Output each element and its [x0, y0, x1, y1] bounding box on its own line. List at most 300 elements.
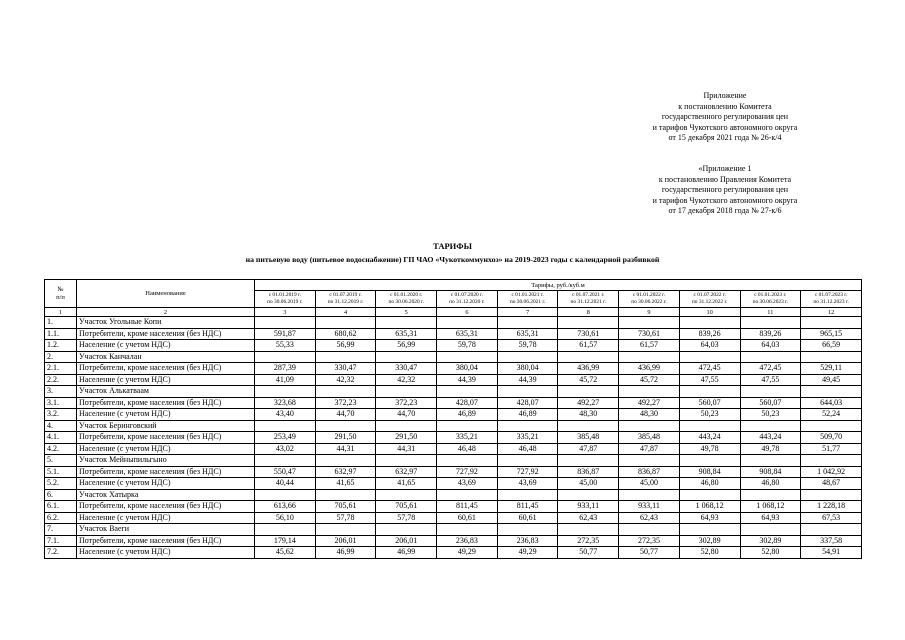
- section-row: [45, 489, 862, 501]
- tariff-value: 59,78: [497, 340, 558, 352]
- section-row: [45, 524, 862, 536]
- table-row: [45, 340, 862, 352]
- empty-cell: [437, 317, 498, 329]
- tariff-value: 335,21: [497, 432, 558, 444]
- row-number: 3.2.: [45, 409, 77, 421]
- empty-cell: [315, 386, 376, 398]
- tariff-value: 436,99: [558, 363, 619, 375]
- tariff-value: 55,33: [255, 340, 316, 352]
- empty-cell: [679, 317, 740, 329]
- tariff-value: 64,93: [740, 512, 801, 524]
- empty-cell: [497, 317, 558, 329]
- tariff-value: 56,10: [255, 512, 316, 524]
- empty-cell: [376, 420, 437, 432]
- empty-cell: [679, 351, 740, 363]
- empty-cell: [497, 420, 558, 432]
- tariff-value: 47,87: [558, 443, 619, 455]
- tariff-value: 287,39: [255, 363, 316, 375]
- tariff-value: 44,39: [437, 374, 498, 386]
- row-number: 1.1.: [45, 328, 77, 340]
- empty-cell: [801, 420, 862, 432]
- tariff-value: 67,53: [801, 512, 862, 524]
- column-number: 10: [679, 308, 740, 317]
- appendix-line: Приложение: [703, 91, 747, 100]
- column-number: 2: [77, 308, 255, 317]
- empty-cell: [558, 455, 619, 467]
- empty-cell: [255, 317, 316, 329]
- tariff-value: 45,72: [558, 374, 619, 386]
- row-number: 6.2.: [45, 512, 77, 524]
- period-cell: [801, 291, 862, 308]
- empty-cell: [801, 351, 862, 363]
- tariff-value: 472,45: [740, 363, 801, 375]
- tariff-value: 836,87: [619, 466, 680, 478]
- tariff-value: 52,80: [740, 547, 801, 559]
- tariff-value: 811,45: [437, 501, 498, 513]
- tariff-value: 47,55: [740, 374, 801, 386]
- table-row: [45, 547, 862, 559]
- tariff-value: 51,77: [801, 443, 862, 455]
- period-start: с 01.07.2019 г.: [329, 292, 362, 299]
- empty-cell: [740, 317, 801, 329]
- period-end: по 31.12.2020 г.: [449, 299, 485, 305]
- tariff-value: 64,03: [679, 340, 740, 352]
- tariff-value: 50,77: [619, 547, 680, 559]
- table-row: [45, 397, 862, 409]
- empty-cell: [497, 524, 558, 536]
- row-name: Потребители, кроме населения (без НДС): [77, 363, 255, 375]
- tariff-value: 1 228,18: [801, 501, 862, 513]
- tariff-value: 59,78: [437, 340, 498, 352]
- tariff-value: 61,57: [619, 340, 680, 352]
- tariff-value: 236,83: [437, 535, 498, 547]
- tariff-value: 560,07: [679, 397, 740, 409]
- tariff-value: 57,78: [315, 512, 376, 524]
- tariff-value: 335,21: [437, 432, 498, 444]
- section-row: [45, 386, 862, 398]
- tariff-value: 839,26: [679, 328, 740, 340]
- tariff-value: 933,11: [558, 501, 619, 513]
- empty-cell: [558, 317, 619, 329]
- empty-cell: [255, 489, 316, 501]
- tariff-value: 380,04: [437, 363, 498, 375]
- tariff-value: 705,61: [315, 501, 376, 513]
- row-name: Население (с учетом НДС): [77, 340, 255, 352]
- section-number: 5.: [45, 455, 77, 467]
- tariff-value: 49,45: [801, 374, 862, 386]
- col-no-header: № п/п: [45, 280, 77, 308]
- section-name: Участок Беринговский: [77, 420, 255, 432]
- tariff-value: 44,31: [376, 443, 437, 455]
- tariff-value: 291,50: [376, 432, 437, 444]
- tariff-value: 372,23: [315, 397, 376, 409]
- tariff-value: 330,47: [376, 363, 437, 375]
- appendix-line: к постановлению Комитета: [678, 101, 772, 111]
- empty-cell: [679, 455, 740, 467]
- empty-cell: [558, 524, 619, 536]
- empty-cell: [255, 386, 316, 398]
- tariff-value: 385,48: [558, 432, 619, 444]
- tariffs-header: Тарифы, руб./куб.м: [255, 280, 862, 291]
- appendix-line: от 15 декабря 2021 года № 26-к/4: [668, 133, 782, 143]
- empty-cell: [437, 455, 498, 467]
- period-start: с 01.07.2023 г.: [814, 292, 848, 299]
- empty-cell: [679, 420, 740, 432]
- tariff-value: 57,78: [376, 512, 437, 524]
- tariff-value: 644,03: [801, 397, 862, 409]
- period-cell: [376, 291, 437, 308]
- tariff-value: 46,99: [376, 547, 437, 559]
- empty-cell: [679, 524, 740, 536]
- empty-cell: [558, 386, 619, 398]
- tariff-value: 46,89: [437, 409, 498, 421]
- tariff-value: 49,29: [497, 547, 558, 559]
- tariff-value: 44,70: [315, 409, 376, 421]
- section-name: Участок Ваеги: [77, 524, 255, 536]
- period-start: с 01.07.2022 г.: [693, 292, 726, 299]
- tariff-value: 60,61: [437, 512, 498, 524]
- tariff-value: 965,15: [801, 328, 862, 340]
- empty-cell: [740, 386, 801, 398]
- tariff-value: 635,31: [376, 328, 437, 340]
- tariff-value: 529,11: [801, 363, 862, 375]
- empty-cell: [497, 351, 558, 363]
- tariff-value: 635,31: [437, 328, 498, 340]
- row-name: Население (с учетом НДС): [77, 478, 255, 490]
- tariff-value: 443,24: [740, 432, 801, 444]
- empty-cell: [255, 351, 316, 363]
- appendix-prev-line: и тарифов Чукотского автономного округа: [652, 195, 798, 205]
- section-number: 6.: [45, 489, 77, 501]
- row-number: 7.1.: [45, 535, 77, 547]
- tariff-value: 46,89: [497, 409, 558, 421]
- empty-cell: [255, 420, 316, 432]
- row-number: 5.1.: [45, 466, 77, 478]
- empty-cell: [619, 317, 680, 329]
- empty-cell: [679, 489, 740, 501]
- empty-cell: [740, 420, 801, 432]
- row-name: Население (с учетом НДС): [77, 409, 255, 421]
- empty-cell: [437, 420, 498, 432]
- empty-cell: [801, 317, 862, 329]
- tariff-value: 50,23: [740, 409, 801, 421]
- table-row: [45, 432, 862, 444]
- tariff-value: 54,91: [801, 547, 862, 559]
- empty-cell: [376, 489, 437, 501]
- tariff-value: 492,27: [619, 397, 680, 409]
- tariff-value: 302,89: [679, 535, 740, 547]
- tariff-value: 492,27: [558, 397, 619, 409]
- tariff-value: 632,97: [376, 466, 437, 478]
- tariff-value: 50,77: [558, 547, 619, 559]
- tariff-value: 64,03: [740, 340, 801, 352]
- tariff-value: 635,31: [497, 328, 558, 340]
- header-row: [45, 280, 862, 291]
- tariff-value: 839,26: [740, 328, 801, 340]
- row-name: Потребители, кроме населения (без НДС): [77, 535, 255, 547]
- tariff-value: 206,01: [315, 535, 376, 547]
- section-row: [45, 455, 862, 467]
- tariff-value: 591,87: [255, 328, 316, 340]
- empty-cell: [801, 386, 862, 398]
- appendix-header: [605, 91, 845, 144]
- empty-cell: [558, 351, 619, 363]
- tariff-value: 272,35: [558, 535, 619, 547]
- table-row: [45, 478, 862, 490]
- tariff-value: 48,30: [619, 409, 680, 421]
- table-row: [45, 443, 862, 455]
- tariff-value: 52,24: [801, 409, 862, 421]
- tariff-value: 46,80: [740, 478, 801, 490]
- tariff-value: 472,45: [679, 363, 740, 375]
- tariff-value: 253,49: [255, 432, 316, 444]
- tariff-value: 206,01: [376, 535, 437, 547]
- period-cell: [497, 291, 558, 308]
- period-start: с 01.01.2022 г.: [632, 292, 666, 299]
- tariff-table: [44, 279, 862, 559]
- tariff-value: 1 068,12: [740, 501, 801, 513]
- row-number: 7.2.: [45, 547, 77, 559]
- col-name-header: Наименование: [77, 280, 255, 308]
- empty-cell: [376, 386, 437, 398]
- tariff-value: 52,80: [679, 547, 740, 559]
- tariff-value: 385,48: [619, 432, 680, 444]
- period-cell: [558, 291, 619, 308]
- tariff-value: 509,70: [801, 432, 862, 444]
- tariff-value: 43,02: [255, 443, 316, 455]
- tariff-value: 272,35: [619, 535, 680, 547]
- tariff-value: 47,87: [619, 443, 680, 455]
- tariff-value: 727,92: [497, 466, 558, 478]
- period-end: по 30.06.2019 г.: [267, 299, 303, 305]
- empty-cell: [437, 489, 498, 501]
- tariff-value: 337,58: [801, 535, 862, 547]
- tariff-value: 45,00: [558, 478, 619, 490]
- row-number: 2.2.: [45, 374, 77, 386]
- period-start: с 01.01.2023 г.: [754, 292, 787, 299]
- tariff-value: 44,39: [497, 374, 558, 386]
- tariff-value: 730,61: [558, 328, 619, 340]
- column-number: 8: [558, 308, 619, 317]
- table-row: [45, 535, 862, 547]
- tariff-value: 66,59: [801, 340, 862, 352]
- column-number: 6: [437, 308, 498, 317]
- tariff-value: 908,84: [740, 466, 801, 478]
- row-number: 5.2.: [45, 478, 77, 490]
- empty-cell: [315, 524, 376, 536]
- tariff-value: 323,68: [255, 397, 316, 409]
- row-number: 4.1.: [45, 432, 77, 444]
- column-number: 4: [315, 308, 376, 317]
- empty-cell: [497, 455, 558, 467]
- empty-cell: [801, 524, 862, 536]
- section-number: 7.: [45, 524, 77, 536]
- tariff-value: 41,65: [376, 478, 437, 490]
- document-subtitle: на питьевую воду (питьевое водоснабжение) ГП ЧАО «Чукоткоммунхоз» на 2019-2023 годы с календарной разбивкой: [245, 255, 660, 264]
- empty-cell: [437, 524, 498, 536]
- empty-cell: [558, 420, 619, 432]
- tariff-value: 45,72: [619, 374, 680, 386]
- tariff-value: 330,47: [315, 363, 376, 375]
- tariff-value: 42,32: [315, 374, 376, 386]
- tariff-value: 727,92: [437, 466, 498, 478]
- empty-cell: [255, 455, 316, 467]
- empty-cell: [497, 489, 558, 501]
- tariff-value: 48,67: [801, 478, 862, 490]
- appendix-prev-header: [605, 164, 845, 217]
- empty-cell: [740, 455, 801, 467]
- tariff-value: 380,04: [497, 363, 558, 375]
- empty-cell: [619, 455, 680, 467]
- table-row: [45, 374, 862, 386]
- tariff-value: 44,31: [315, 443, 376, 455]
- period-end: по 30.06.2023 г.: [752, 299, 789, 305]
- appendix-line: и тарифов Чукотского автономного округа: [652, 122, 798, 132]
- tariff-value: 236,83: [497, 535, 558, 547]
- row-name: Потребители, кроме населения (без НДС): [77, 501, 255, 513]
- empty-cell: [315, 489, 376, 501]
- tariff-value: 41,65: [315, 478, 376, 490]
- empty-cell: [801, 489, 862, 501]
- empty-cell: [376, 317, 437, 329]
- section-name: Участок Хатырка: [77, 489, 255, 501]
- period-cell: [740, 291, 801, 308]
- tariff-value: 62,43: [619, 512, 680, 524]
- tariff-value: 40,44: [255, 478, 316, 490]
- tariff-value: 46,99: [315, 547, 376, 559]
- empty-cell: [315, 420, 376, 432]
- tariff-value: 45,62: [255, 547, 316, 559]
- tariff-value: 705,61: [376, 501, 437, 513]
- table-row: [45, 512, 862, 524]
- empty-cell: [619, 386, 680, 398]
- period-cell: [315, 291, 376, 308]
- column-number: 7: [497, 308, 558, 317]
- period-cell: [619, 291, 680, 308]
- period-cell: [255, 291, 316, 308]
- row-number: 1.2.: [45, 340, 77, 352]
- table-row: [45, 466, 862, 478]
- tariff-value: 50,23: [679, 409, 740, 421]
- row-number: 2.1.: [45, 363, 77, 375]
- period-start: с 01.07.2020 г.: [450, 292, 484, 299]
- empty-cell: [619, 489, 680, 501]
- table-row: [45, 501, 862, 513]
- tariff-value: 680,62: [315, 328, 376, 340]
- section-name: Участок Угольные Копи: [77, 317, 255, 329]
- empty-cell: [558, 489, 619, 501]
- section-number: 4.: [45, 420, 77, 432]
- tariff-value: 49,29: [437, 547, 498, 559]
- section-number: 2.: [45, 351, 77, 363]
- column-number: 11: [740, 308, 801, 317]
- tariff-value: 60,61: [497, 512, 558, 524]
- table-row: [45, 328, 862, 340]
- tariff-value: 302,89: [740, 535, 801, 547]
- tariff-value: 56,99: [376, 340, 437, 352]
- appendix-prev-line: к постановлению Правления Комитета: [658, 174, 792, 184]
- empty-cell: [437, 386, 498, 398]
- period-start: с 01.01.2019 г.: [268, 292, 301, 299]
- period-start: с 01.07.2021 г.: [572, 292, 605, 299]
- row-name: Потребители, кроме населения (без НДС): [77, 432, 255, 444]
- empty-cell: [740, 489, 801, 501]
- tariff-value: 428,07: [437, 397, 498, 409]
- section-number: 3.: [45, 386, 77, 398]
- tariff-value: 42,32: [376, 374, 437, 386]
- column-number: 3: [255, 308, 316, 317]
- row-name: Потребители, кроме населения (без НДС): [77, 397, 255, 409]
- empty-cell: [619, 524, 680, 536]
- tariff-value: 56,99: [315, 340, 376, 352]
- tariff-value: 933,11: [619, 501, 680, 513]
- tariff-value: 179,14: [255, 535, 316, 547]
- tariff-value: 372,23: [376, 397, 437, 409]
- tariff-value: 62,43: [558, 512, 619, 524]
- tariff-value: 1 068,12: [679, 501, 740, 513]
- section-name: Участок Канчалан: [77, 351, 255, 363]
- empty-cell: [740, 351, 801, 363]
- tariff-value: 908,84: [679, 466, 740, 478]
- empty-cell: [437, 351, 498, 363]
- tariff-value: 46,48: [497, 443, 558, 455]
- tariff-value: 836,87: [558, 466, 619, 478]
- tariff-value: 613,66: [255, 501, 316, 513]
- empty-cell: [619, 351, 680, 363]
- empty-cell: [315, 455, 376, 467]
- tariff-value: 49,78: [679, 443, 740, 455]
- period-cell: [679, 291, 740, 308]
- column-numbers-row: [45, 308, 862, 317]
- period-start: с 01.01.2020 г.: [390, 292, 423, 299]
- empty-cell: [376, 351, 437, 363]
- tariff-value: 43,69: [497, 478, 558, 490]
- period-end: по 31.12.2022 г.: [691, 299, 728, 305]
- row-name: Население (с учетом НДС): [77, 547, 255, 559]
- table-row: [45, 363, 862, 375]
- tariff-value: 41,09: [255, 374, 316, 386]
- section-name: Участок Мейныпильгыно: [77, 455, 255, 467]
- tariff-value: 47,55: [679, 374, 740, 386]
- empty-cell: [740, 524, 801, 536]
- empty-cell: [255, 524, 316, 536]
- period-end: по 30.06.2022 г.: [631, 299, 667, 305]
- empty-cell: [376, 455, 437, 467]
- tariff-value: 632,97: [315, 466, 376, 478]
- tariff-value: 730,61: [619, 328, 680, 340]
- tariff-value: 436,99: [619, 363, 680, 375]
- row-name: Население (с учетом НДС): [77, 374, 255, 386]
- tariff-value: 64,93: [679, 512, 740, 524]
- row-name: Потребители, кроме населения (без НДС): [77, 466, 255, 478]
- tariff-value: 49,78: [740, 443, 801, 455]
- tariff-value: 46,48: [437, 443, 498, 455]
- tariff-value: 428,07: [497, 397, 558, 409]
- period-end: по 30.06.2021 г.: [509, 299, 546, 305]
- appendix-line: государственного регулирования цен: [661, 112, 789, 122]
- period-end: по 31.12.2023 г.: [813, 299, 849, 305]
- tariff-table-body: [45, 280, 862, 559]
- tariff-value: 48,30: [558, 409, 619, 421]
- tariff-value: 43,40: [255, 409, 316, 421]
- empty-cell: [315, 317, 376, 329]
- empty-cell: [801, 455, 862, 467]
- row-number: 6.1.: [45, 501, 77, 513]
- tariff-value: 291,50: [315, 432, 376, 444]
- column-number: 12: [801, 308, 862, 317]
- section-row: [45, 351, 862, 363]
- period-start: с 01.01.2021 г.: [511, 292, 544, 299]
